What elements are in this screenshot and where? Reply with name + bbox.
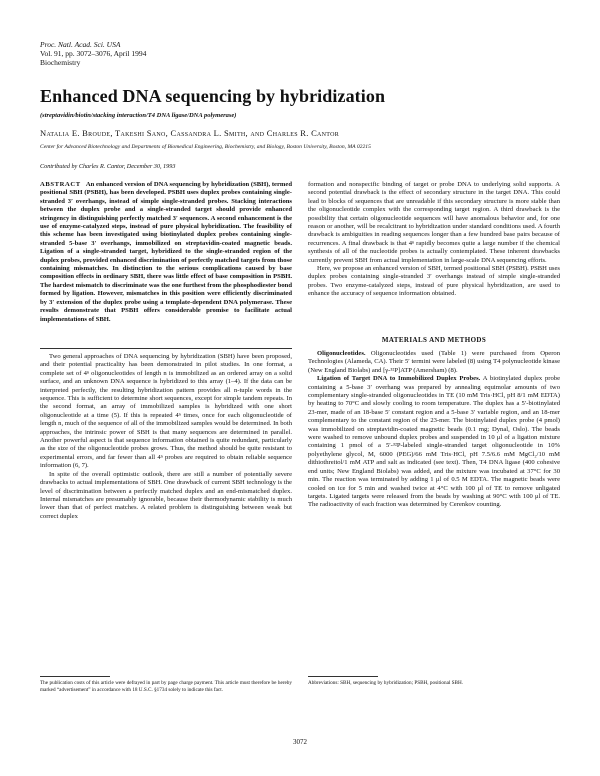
methods-paragraph [308,375,560,510]
contributed-by: Contributed by Charles R. Cantor, December 30, 1993 [40,163,176,170]
introduction-right [308,181,560,299]
journal-volume: Vol. 91, pp. 3072–3076, April 1994 [40,49,147,58]
oligonucleotides-runin: Oligonucleotides. [317,350,366,357]
oligonucleotides-text: Oligonucleotides used (Table 1) were purchased from Operon Technologies (Alameda, CA). Their 5′ termini were labeled (8) using T4 polynucleotide kinase (New England Biolabs) and [γ-³²P]ATP (Amersham) (8). [308,350,560,374]
authors: Natalia E. Broude, Takeshi Sano, Cassandra L. Smith, and Charles R. Cantor [40,128,340,138]
intro-paragraph: Two general approaches of DNA sequencing by hybridization (SBH) have been proposed, and their potential practicality has been demonstrated in pilot studies. In one format, a complete set of 4ⁿ oligonucleotides of length n is immobilized as an ordered array on a solid surface, and an unknown DNA sequence is hybridized to this array (1–4). If the data can be interpreted perfectly, the resulting hybridization pattern provides all n-tuple words in the sequence. This is sufficient to determine short sequences, except for simple tandem repeats. In the second format, an array of immobilized samples is hybridized with one short oligonucleotide at a time (5). If this is repeated 4ⁿ times, once for each oligonucleotide of length n, much of the sequence of all of the immobilized samples would be determined. In both approaches, the intrinsic power of SBH is that many sequences are determined in parallel. Another powerful aspect is that sequence information obtained is quite redundant, particularly as the size of the oligonucleotide probes grows. Thus, the method should be quite resistant to experimental errors, and far fewer than all 4ⁿ probes are required to obtain reliable sequence information (6, 7). [40,353,292,470]
methods-heading: MATERIALS AND METHODS [381,336,487,344]
keywords: (streptavidin/biotin/stacking interaction/T4 DNA ligase/DNA polymerase) [40,112,237,119]
intro-paragraph: In spite of the overall optimistic outlook, there are still a number of potentially severe drawbacks to actual implementations of SBH. One drawback of current SBH technology is the level of discrimination between a perfectly matched duplex and an end-mismatched duplex. Internal mismatches are presumably ignorable, because their thermodynamic stability is much lower than that of perfect matches. A related problem is distinguishing between weak but correct duplex [40,470,292,520]
intro-paragraph: Here, we propose an enhanced version of SBH, termed positional SBH (PSBH). PSBH uses duplex probes containing single-stranded 3′ overhangs instead of simple single-stranded probes. Two enzyme-catalyzed steps, instead of pure physical hybridization, are used to enhance the accuracy of sequence information obtained. [308,265,560,298]
intro-paragraph: formation and nonspecific binding of target or probe DNA to underlying solid supports. A second potential drawback is the effect of secondary structure in the target DNA. This could lead to blocks of sequences that are unreadable if this secondary structure is more stable than the oligonucleotide complex with the corresponding target region. A third drawback is the possibility that certain oligonucleotide sequences will have anomalous behavior and, for one reason or another, will be recalcitrant to hybridization under standard conditions used. A fourth drawback is ambiguities in reading sequences longer than a few hundred base pairs because of recurrences. A final drawback is that 4ⁿ rapidly becomes quite a large number if the chemical synthesis of all of the nucleotide probes is actually contemplated. These inherent drawbacks currently prevent SBH from actual implementation in large-scale DNA sequencing efforts. [308,181,560,264]
ligation-runin: Ligation of Target DNA to Immobilized Duplex Probes. [317,375,481,383]
abstract [40,181,292,324]
methods-section [308,350,560,510]
publication-footnote: The publication costs of this article were defrayed in part by page charge payment. This article must therefore be hereby marked “advertisement” in accordance with 18 U.S.C. §1734 solely to indicate this fact. [40,680,292,693]
affiliation: Center for Advanced Biotechnology and Departments of Biomedical Engineering, Biochemistry, and Biology, Boston University, Boston, MA 02215 [40,144,371,150]
footnote-divider [40,676,110,677]
journal-section: Biochemistry [40,58,81,67]
methods-paragraph [308,350,560,375]
abstract-label: ABSTRACT [40,181,81,188]
journal-reference [40,40,146,67]
introduction-left [40,353,292,521]
abbreviations: Abbreviations: SBH, sequencing by hybridization; PSBH, positional SBH. [308,680,464,686]
abstract-divider [40,348,292,349]
abbreviations-divider [308,676,378,677]
ligation-text: A biotinylated duplex probe containing a 5-base 3′ overhang was prepared by annealing equimolar amounts of two complementary single-stranded oligonucleotides in TE (10 mM Tris·HCl, pH 8/1 mM EDTA) by heating to 70°C and slowly cooling to room temperature. The duplex has a 5′-biotinylated 23-mer, made of an 18-base 5′ constant region and a 5-base 3′ variable region, and an 18-mer complementary to the constant region of the 23-mer. The biotinylated duplex probe (4 pmol) was immobilized on streptavidin-coated magnetic beads (0.1 mg; Dynal, Oslo). The beads were washed to remove unbound duplex probes and suspended in 10 μl of a ligation mixture containing 1 pmol of a 5′-³²P-labeled single-stranded target oligonucleotide in 10% polyethylene glycol, M, 6000 (PEG)/66 mM Tris·HCl, pH 7.5/6.6 mM MgCl₂/10 mM dithiothreitol/1 mM ATP and salt as indicated (see text). Then, T4 DNA ligase (400 cohesive end units; New England Biolabs) was added, and the mixture was incubated at 37°C for 30 min. The reaction was terminated by adding 1 μl of 0.5 M EDTA. The magnetic beads were cooled on ice for 5 min and washed twice at 4°C with 100 μl of TE to remove unligated targets. Ligated targets were released from the beads by washing at 90°C with 100 μl of TE. The radioactivity of each fraction was determined by Cerenkov counting. [308,375,560,509]
abstract-text: An enhanced version of DNA sequencing by hybridization (SBH), termed positional SBH (PSBH), has been developed. PSBH uses duplex probes containing single-stranded 3′ overhangs, instead of simple single-stranded probes. Stacking interactions between the duplex probe and a single-stranded target should provide enhanced stringency in distinguishing perfectly matched 3′ sequences. A second enhancement is the use of enzyme-catalyzed steps, instead of pure physical hybridization. The feasibility of this scheme has been investigated using biotinylated duplex probes containing single-stranded 5-base 3′ overhangs, immobilized on streptavidin-coated magnetic beads. Ligation of a single-stranded target, hybridized to the single-stranded region of the duplex probes, provided enhanced discrimination of perfectly matched targets from those containing mismatches. In distinction to the serious complications caused by base composition effects in ordinary SBH, there was little effect of base composition in PSBH. The hardest mismatch to discriminate was the one furthest from the phosphodiester bond formed by ligation. However, mismatches in this position were efficiently discriminated by 3′ extension of the duplex probe using a template-dependent DNA polymerase. These results demonstrate that PSBH offers considerable promise to facilitate actual implementations of SBH. [40,181,292,323]
paper-title: Enhanced DNA sequencing by hybridization [40,86,386,106]
journal-name: Proc. Natl. Acad. Sci. USA [40,40,121,49]
page-number: 3072 [293,738,307,746]
